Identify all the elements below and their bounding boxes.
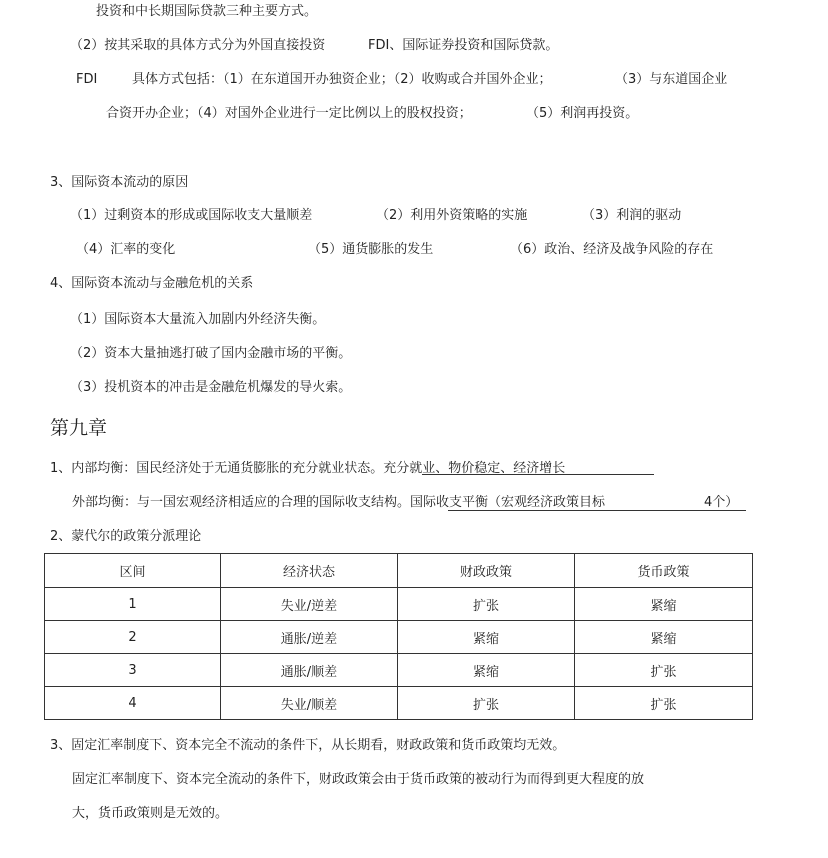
underline: [422, 474, 654, 475]
paragraph-line: （3）与东道国企业: [615, 72, 728, 87]
section-heading: 4、国际资本流动与金融危机的关系: [50, 276, 254, 291]
table-cell: 扩张: [398, 588, 575, 621]
paragraph-line: 外部均衡：与一国宏观经济相适应的合理的国际收支结构。国际收支平衡（宏观经济政策目标: [72, 495, 606, 510]
table-cell: 通胀/顺差: [221, 654, 398, 687]
paragraph-line: （2）按其采取的具体方式分为外国直接投资: [70, 38, 326, 53]
list-item: （3）投机资本的冲击是金融危机爆发的导火索。: [70, 380, 352, 395]
paragraph-line: 具体方式包括：（1）在东道国开办独资企业；（2）收购或合并国外企业；: [132, 72, 552, 87]
list-item: （4）汇率的变化: [76, 242, 176, 257]
paragraph-line: 4个）: [704, 495, 739, 510]
paragraph-line: FDI: [76, 72, 98, 87]
table-row: [45, 654, 753, 687]
underline: [448, 510, 746, 511]
table-cell: 紧缩: [575, 621, 753, 654]
list-item: （1）过剩资本的形成或国际收支大量顺差: [70, 208, 313, 223]
table-cell: 通胀/逆差: [221, 621, 398, 654]
section-heading: 2、蒙代尔的政策分派理论: [50, 529, 202, 544]
list-item: （1）国际资本大量流入加剧内外经济失衡。: [70, 312, 326, 327]
table-row: [45, 588, 753, 621]
table-cell: 2: [45, 621, 221, 654]
table-cell: 扩张: [575, 654, 753, 687]
list-item: （6）政治、经济及战争风险的存在: [510, 242, 714, 257]
table-header-row: [45, 554, 753, 588]
list-item: （2）资本大量抽逃打破了国内金融市场的平衡。: [70, 346, 352, 361]
table-cell: 紧缩: [398, 654, 575, 687]
table-cell: 扩张: [575, 687, 753, 720]
table-header-cell: 经济状态: [221, 554, 398, 588]
paragraph-line: （5）利润再投资。: [526, 106, 639, 121]
table-row: [45, 687, 753, 720]
list-item: （5）通货膨胀的发生: [308, 242, 434, 257]
section-heading: 3、国际资本流动的原因: [50, 175, 189, 190]
paragraph-line: 投资和中长期国际贷款三种主要方式。: [96, 4, 318, 19]
table-cell: 4: [45, 687, 221, 720]
table-row: [45, 621, 753, 654]
table-header-cell: 财政政策: [398, 554, 575, 588]
table-cell: 紧缩: [575, 588, 753, 621]
table-cell: 失业/逆差: [221, 588, 398, 621]
chapter-title: 第九章: [50, 417, 108, 439]
paragraph-line: 大，货币政策则是无效的。: [72, 806, 229, 821]
table-cell: 3: [45, 654, 221, 687]
paragraph-line: 3、固定汇率制度下、资本完全不流动的条件下，从长期看，财政政策和货币政策均无效。: [50, 738, 566, 753]
policy-table: [44, 553, 753, 720]
paragraph-line: FDI、国际证券投资和国际贷款。: [368, 38, 559, 53]
table-header-cell: 区间: [45, 554, 221, 588]
table-cell: 失业/顺差: [221, 687, 398, 720]
list-item: （2）利用外资策略的实施: [376, 208, 528, 223]
table-cell: 紧缩: [398, 621, 575, 654]
paragraph-line: 1、内部均衡：国民经济处于无通货膨胀的充分就业状态。充分就业、物价稳定、经济增长: [50, 461, 566, 476]
paragraph-line: 固定汇率制度下、资本完全流动的条件下，财政政策会由于货币政策的被动行为而得到更大程度的放: [72, 772, 645, 787]
table-header-cell: 货币政策: [575, 554, 753, 588]
table-cell: 扩张: [398, 687, 575, 720]
list-item: （3）利润的驱动: [582, 208, 682, 223]
table-cell: 1: [45, 588, 221, 621]
paragraph-line: 合资开办企业；（4）对国外企业进行一定比例以上的股权投资；: [106, 106, 472, 121]
